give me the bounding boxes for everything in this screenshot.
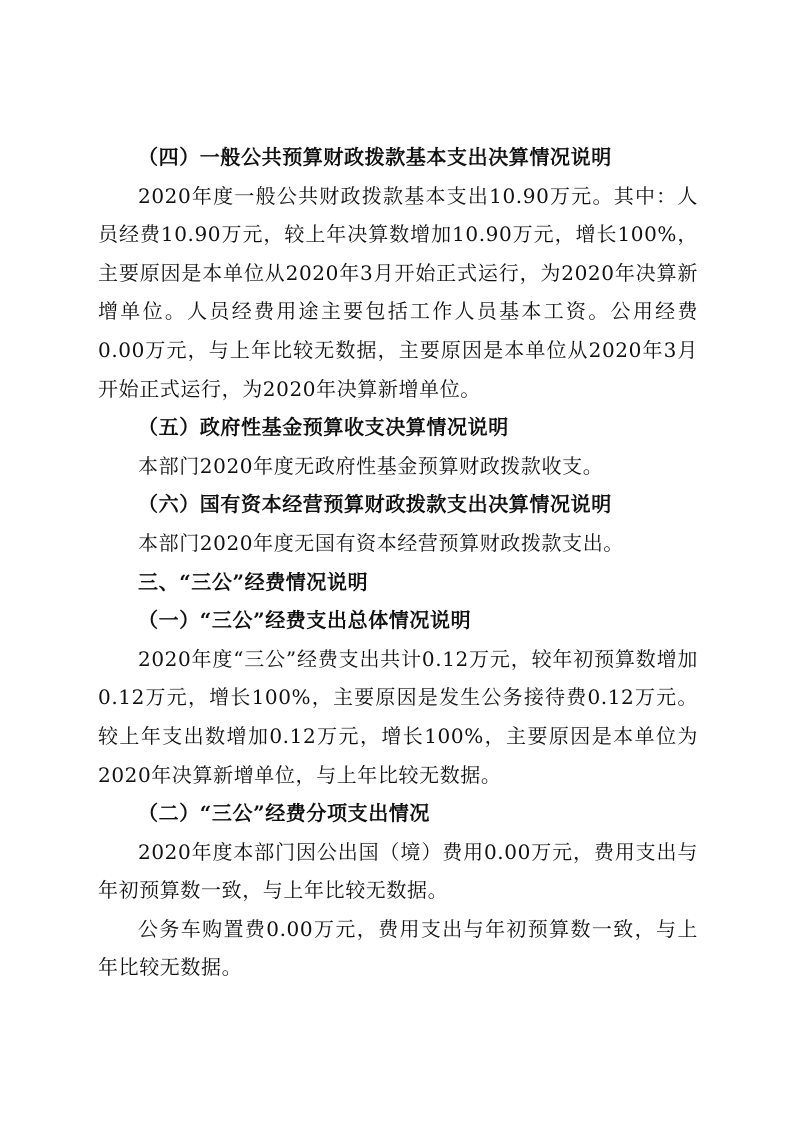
subsection-heading-overall: （一）“三公”经费支出总体情况说明 (138, 608, 472, 633)
section-heading-6: （六）国有资本经营预算财政拨款支出决算情况说明 (138, 492, 612, 517)
paragraph-overseas-travel: 2020年度本部门因公出国（境）费用0.00万元，费用支出与年初预算数一致，与上年比较无数据。 (98, 839, 698, 903)
subsection-heading-itemized: （二）“三公”经费分项支出情况 (138, 801, 431, 826)
section-heading-4: （四）一般公共预算财政拨款基本支出决算情况说明 (138, 145, 612, 169)
document-page (98, 138, 698, 987)
paragraph-three-public-overall: 2020年度“三公”经费支出共计0.12万元，较年初预算数增加0.12万元，增长100%，主要原因是发生公务接待费0.12万元。较上年支出数增加0.12万元，增长100%，主要原因是本单位为2020年决算新增单位，与上年比较无数据。 (98, 646, 698, 787)
section-heading-5: （五）政府性基金预算收支决算情况说明 (138, 415, 509, 440)
paragraph-basic-expenditure: 2020年度一般公共财政拨款基本支出10.90万元。其中：人员经费10.90万元，较上年决算数增加10.90万元，增长100%，主要原因是本单位从2020年3月开始正式运行，为2020年决算新增单位。人员经费用途主要包括工作人员基本工资。公用经费0.00万元，与上年比较无数据，主要原因是本单位从2020年3月开始正式运行，为2020年决算新增单位。 (98, 183, 698, 401)
paragraph-vehicle-purchase: 公务车购置费0.00万元，费用支出与年初预算数一致，与上年比较无数据。 (98, 916, 698, 980)
section-heading-three-public: 三、“三公”经费情况说明 (138, 569, 369, 594)
paragraph-state-capital: 本部门2020年度无国有资本经营预算财政拨款支出。 (138, 530, 624, 555)
paragraph-government-fund: 本部门2020年度无政府性基金预算财政拨款收支。 (138, 453, 604, 478)
